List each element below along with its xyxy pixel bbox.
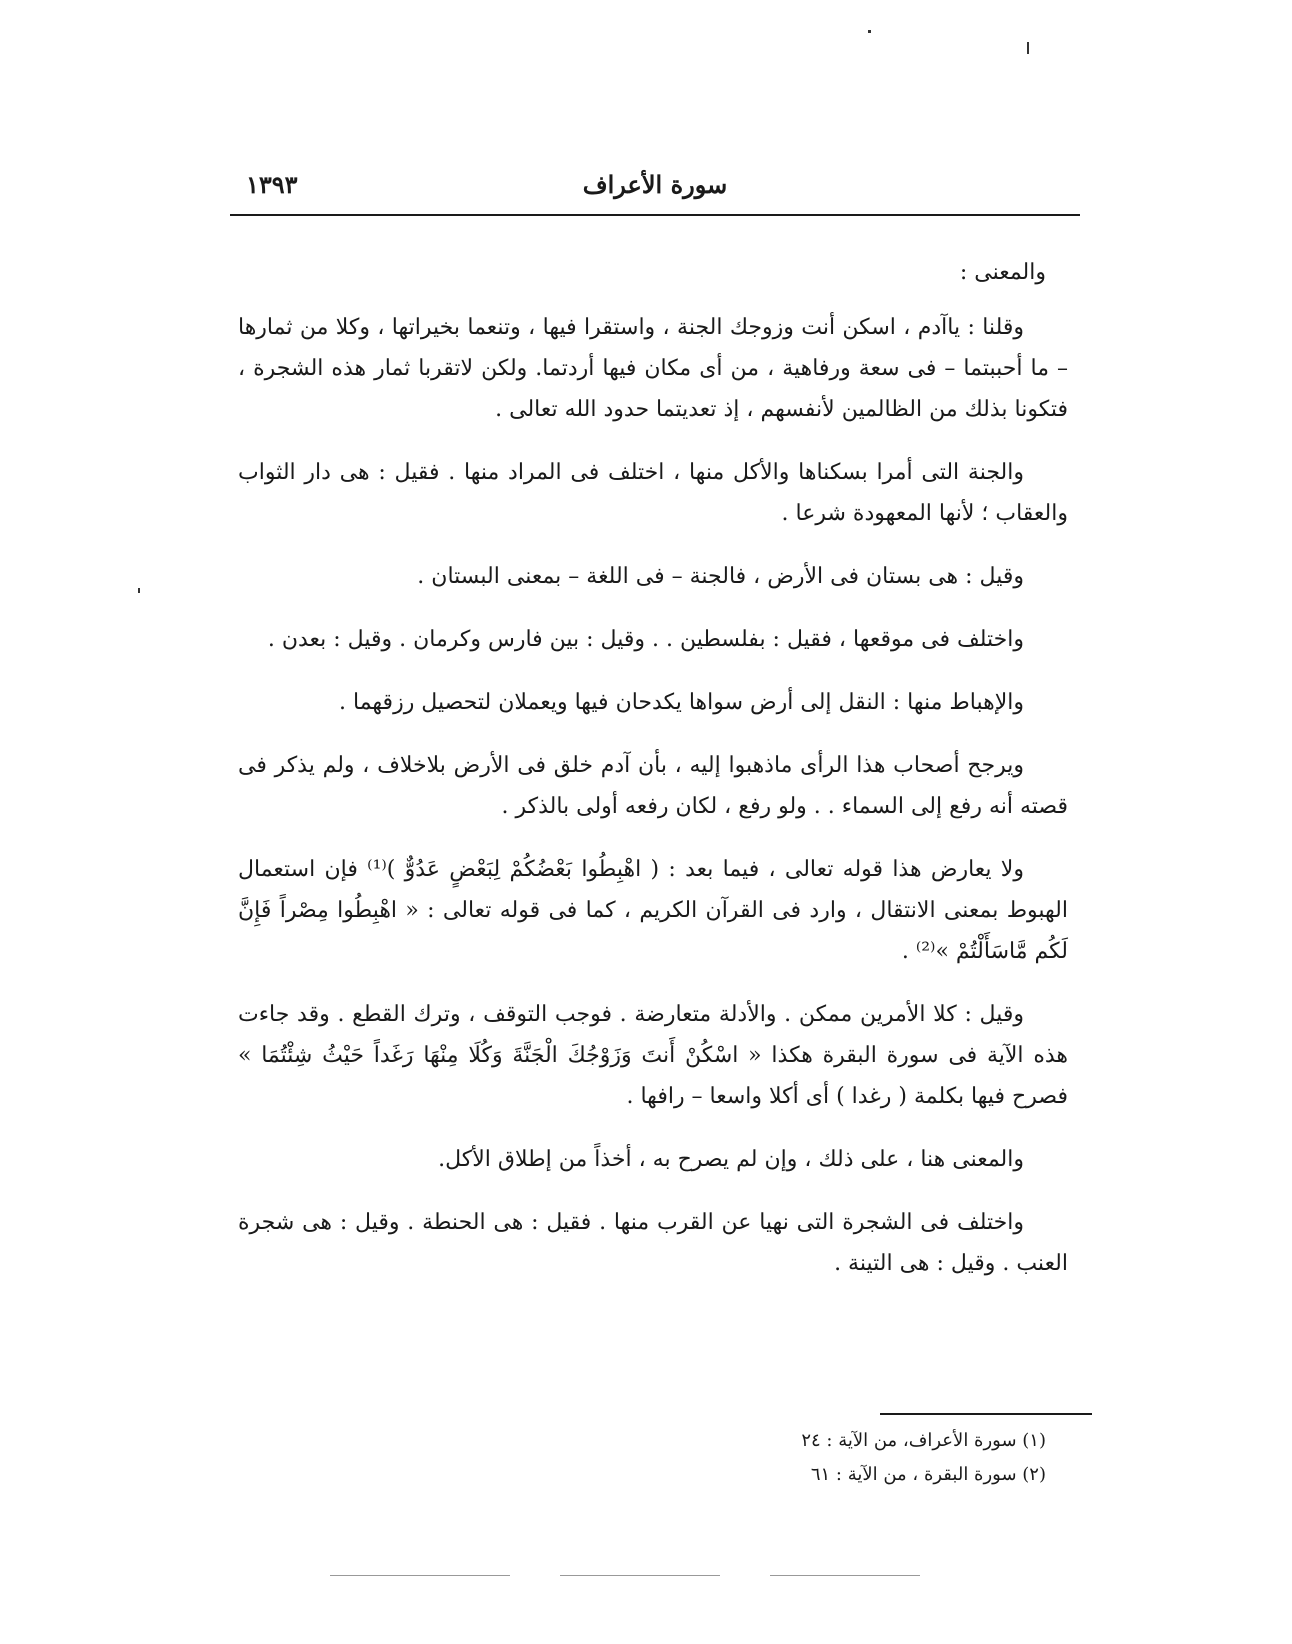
paragraph: واختلف فى موقعها ، فقيل : بفلسطين . . وقيل : بين فارس وكرمان . وقيل : بعدن . [267, 627, 1024, 652]
footnote: (١) سورة الأعراف، من الآية : ٢٤ [801, 1430, 1046, 1451]
footnotes [600, 1424, 1046, 1492]
paragraph: وقيل : هى بستان فى الأرض ، فالجنة – فى اللغة – بمعنى البستان . [417, 564, 1024, 589]
paragraph: وقيل : كلا الأمرين ممكن . والأدلة متعارضة . فوجب التوقف ، وترك القطع . وقد جاءت هذه الآية فى سورة البقرة هكذا « اسْكُنْ أَنتَ وَزَوْجُكَ الْجَنَّةَ وَكُلَا مِنْهَا رَغَداً حَيْثُ شِئْتُمَا » فصرح فيها بكلمة ( رغدا ) أى أكلا واسعا – رافها . [238, 1002, 1068, 1109]
scan-edge-line [330, 1575, 510, 1576]
paragraph: والجنة التى أمرا بسكناها والأكل منها ، اختلف فى المراد منها . فقيل : هى دار الثواب والعقاب ؛ لأنها المعهودة شرعا . [238, 460, 1068, 526]
footnote: (٢) سورة البقرة ، من الآية : ٦١ [810, 1464, 1046, 1485]
scan-speck [138, 588, 140, 593]
scan-speck [868, 30, 871, 33]
page-header [230, 168, 1080, 208]
paragraph: والمعنى هنا ، على ذلك ، وإن لم يصرح به ، أخذاً من إطلاق الأكل. [438, 1147, 1024, 1172]
main-text [238, 252, 1068, 1306]
page-title: سورة الأعراف [582, 170, 728, 199]
scan-edge-line [560, 1575, 720, 1576]
header-rule [230, 214, 1080, 216]
paragraph: والإهباط منها : النقل إلى أرض سواها يكدحان فيها ويعملان لتحصيل رزقهما . [339, 690, 1024, 715]
footnote-rule [880, 1413, 1092, 1415]
paragraph: والمعنى : [959, 260, 1046, 285]
paragraph: واختلف فى الشجرة التى نهيا عن القرب منها . فقيل : هى الحنطة . وقيل : هى شجرة العنب . وقيل : هى التينة . [238, 1210, 1068, 1276]
scan-edge-line [770, 1575, 920, 1576]
paragraph: ولا يعارض هذا قوله تعالى ، فيما بعد : ( اهْبِطُوا بَعْضُكُمْ لِبَعْضٍ عَدُوٌّ )⁽¹⁾ فإن استعمال الهبوط بمعنى الانتقال ، وارد فى القرآن الكريم ، كما فى قوله تعالى : « اهْبِطُوا مِصْراً فَإِنَّ لَكُم مَّاسَأَلْتُمْ »⁽²⁾ . [238, 857, 1068, 964]
scan-mark [1027, 42, 1029, 54]
paragraph: ويرجح أصحاب هذا الرأى ماذهبوا إليه ، بأن آدم خلق فى الأرض بلاخلاف ، ولم يذكر فى قصته أنه رفع إلى السماء . . ولو رفع ، لكان رفعه أولى بالذكر . [238, 753, 1068, 819]
page-number: ١٣٩٣ [246, 170, 298, 199]
paragraph: وقلنا : ياآدم ، اسكن أنت وزوجك الجنة ، واستقرا فيها ، وتنعما بخيراتها ، وكلا من ثمارها – ما أحببتما – فى سعة ورفاهية ، من أى مكان فيها أردتما. ولكن لاتقربا ثمار هذه الشجرة ، فتكونا بذلك من الظالمين لأنفسهم ، إذ تعديتما حدود الله تعالى . [238, 315, 1068, 422]
